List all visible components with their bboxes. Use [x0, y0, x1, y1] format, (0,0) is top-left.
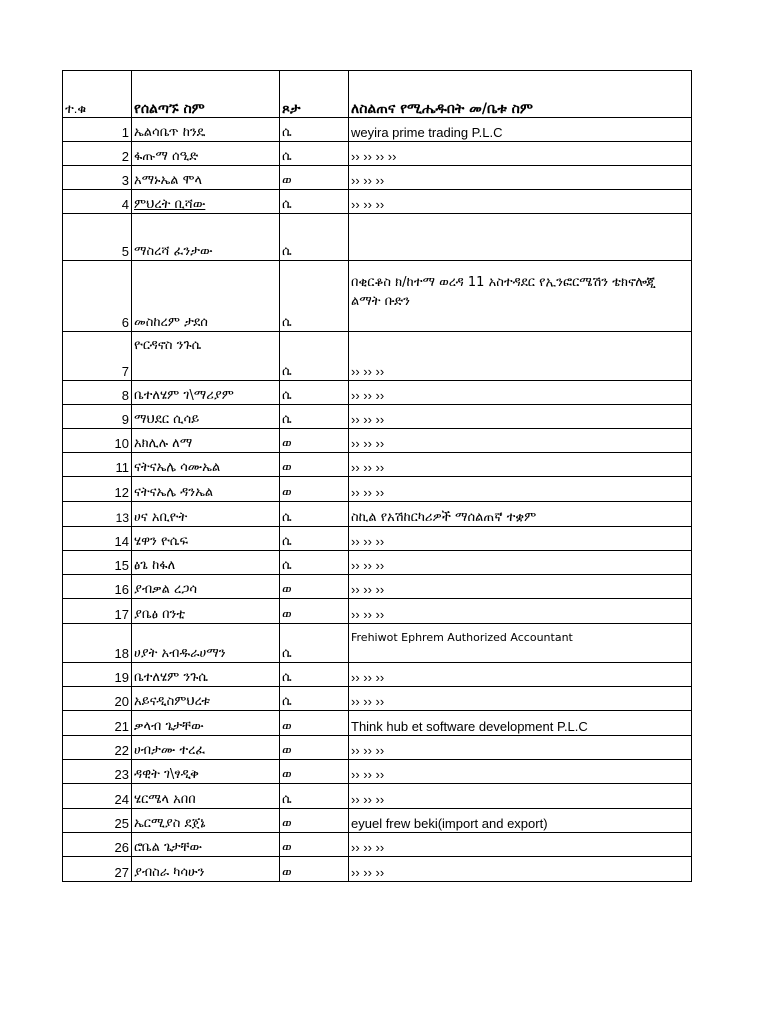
training-organization: ›› ›› ››: [349, 429, 692, 453]
header-name: የሰልጣኙ ስም: [132, 71, 280, 118]
trainee-sex: ወ: [280, 453, 349, 477]
table-row: [63, 261, 692, 332]
training-organization: ›› ›› ››: [349, 477, 692, 502]
table-row: [63, 332, 692, 381]
row-number: 2: [63, 142, 132, 166]
trainee-name: አክሊሉ ለማ: [132, 429, 280, 453]
table-row: [63, 405, 692, 429]
trainee-name: ቤተለሄም ንጉሴ: [132, 663, 280, 687]
trainee-name: [132, 190, 280, 214]
row-number: 20: [63, 687, 132, 711]
row-number: 9: [63, 405, 132, 429]
table-row: [63, 575, 692, 599]
training-organization: eyuel frew beki(import and export): [349, 809, 692, 833]
row-number: 22: [63, 736, 132, 760]
table-row: [63, 527, 692, 551]
row-number: 5: [63, 214, 132, 261]
trainee-sex: ሴ: [280, 502, 349, 527]
trainee-name: ሀና አቢዮት: [132, 502, 280, 527]
trainee-sex: ሴ: [280, 142, 349, 166]
row-number: 17: [63, 599, 132, 624]
table-row: [63, 142, 692, 166]
trainee-sex: ሴ: [280, 551, 349, 575]
trainee-name: ያብስራ ካሳሁን: [132, 857, 280, 882]
row-number: 6: [63, 261, 132, 332]
table-row: [63, 453, 692, 477]
trainee-table: [62, 70, 692, 882]
row-number: 10: [63, 429, 132, 453]
training-organization: ›› ›› ››: [349, 687, 692, 711]
training-organization: Think hub et software development P.L.C: [349, 711, 692, 736]
trainee-sex: ሴ: [280, 118, 349, 142]
row-number: 13: [63, 502, 132, 527]
table-row: [63, 687, 692, 711]
trainee-name: ማህደር ሲሳይ: [132, 405, 280, 429]
trainee-sex: ሴ: [280, 332, 349, 381]
trainee-sex: ሴ: [280, 190, 349, 214]
trainee-name: ፅጌ ከፋለ: [132, 551, 280, 575]
row-number: 23: [63, 760, 132, 784]
header-row: [63, 71, 692, 118]
training-organization: ›› ›› ››: [349, 760, 692, 784]
table-row: [63, 381, 692, 405]
row-number: 21: [63, 711, 132, 736]
training-organization: ›› ›› ››: [349, 527, 692, 551]
trainee-name: ቤተለሄም ገ\ማሪያም: [132, 381, 280, 405]
training-organization: [349, 214, 692, 261]
table-row: [63, 760, 692, 784]
header-no: ተ.ቁ: [63, 71, 132, 118]
trainee-sex: ሴ: [280, 214, 349, 261]
trainee-sex: ወ: [280, 166, 349, 190]
table-row: [63, 711, 692, 736]
table-row: [63, 833, 692, 857]
training-organization: ›› ›› ››: [349, 551, 692, 575]
trainee-sex: ወ: [280, 711, 349, 736]
row-number: 18: [63, 624, 132, 663]
trainee-sex: ወ: [280, 429, 349, 453]
trainee-name: ናትናኤሌ ዳንኤል: [132, 477, 280, 502]
header-sex: ጾታ: [280, 71, 349, 118]
table-row: [63, 477, 692, 502]
trainee-name: ያብቃል ረጋሳ: [132, 575, 280, 599]
training-organization: ስኪል የአሽከርካሪዎች ማሰልጠኛ ተቋም: [349, 502, 692, 527]
training-organization: ›› ›› ››: [349, 381, 692, 405]
trainee-name: ማስረሻ ፈንታው: [132, 214, 280, 261]
trainee-name: ናትናኤሌ ሳሙኤል: [132, 453, 280, 477]
training-organization: በቂርቆስ ክ/ከተማ ወረዳ 11 አስተዳደር የኢንፎርሜሽን ቴክኖሎጂ ልማት ቡድን: [349, 261, 692, 332]
training-organization: ›› ›› ››: [349, 405, 692, 429]
table-row: [63, 214, 692, 261]
training-organization: ›› ›› ››: [349, 784, 692, 809]
row-number: 16: [63, 575, 132, 599]
trainee-name: አይናዲስምህረቱ: [132, 687, 280, 711]
trainee-name: ሀያት አብዱራሀማን: [132, 624, 280, 663]
table-row: [63, 663, 692, 687]
training-organization: ›› ›› ››: [349, 575, 692, 599]
training-organization: ›› ›› ›› ››: [349, 142, 692, 166]
row-number: 7: [63, 332, 132, 381]
training-organization: ›› ›› ››: [349, 857, 692, 882]
training-organization: ›› ›› ››: [349, 453, 692, 477]
table-row: [63, 857, 692, 882]
row-number: 11: [63, 453, 132, 477]
trainee-name: ዮርዳኖስ ንጉሴ: [132, 332, 280, 381]
trainee-name: ኤርሚያስ ደጀኔ: [132, 809, 280, 833]
trainee-sex: ሴ: [280, 663, 349, 687]
trainee-name: ቃላብ ጌታቸው: [132, 711, 280, 736]
header-org: ለስልጠና የሚሔዱበት መ/ቤቱ ስም: [349, 71, 692, 118]
table-row: [63, 624, 692, 663]
training-organization: ›› ›› ››: [349, 166, 692, 190]
trainee-sex: ሴ: [280, 527, 349, 551]
table-row: [63, 166, 692, 190]
trainee-sex: ሴ: [280, 624, 349, 663]
row-number: 8: [63, 381, 132, 405]
row-number: 26: [63, 833, 132, 857]
training-organization: ›› ›› ››: [349, 736, 692, 760]
row-number: 27: [63, 857, 132, 882]
training-organization: ›› ›› ››: [349, 599, 692, 624]
trainee-sex: ሴ: [280, 687, 349, 711]
trainee-sex: ወ: [280, 833, 349, 857]
row-number: 4: [63, 190, 132, 214]
table-row: [63, 190, 692, 214]
trainee-sex: ሴ: [280, 405, 349, 429]
row-number: 3: [63, 166, 132, 190]
trainee-name: ፋጡማ ሰዒድ: [132, 142, 280, 166]
trainee-sex: ወ: [280, 857, 349, 882]
training-organization: ›› ›› ››: [349, 332, 692, 381]
training-organization: ›› ›› ››: [349, 190, 692, 214]
trainee-sex: ሴ: [280, 261, 349, 332]
table-row: [63, 736, 692, 760]
trainee-sex: ወ: [280, 736, 349, 760]
trainee-name: አማኑኤል ሞላ: [132, 166, 280, 190]
table-row: [63, 502, 692, 527]
trainee-name: ሄርሜላ አበበ: [132, 784, 280, 809]
trainee-name: ያቤፅ በንቲ: [132, 599, 280, 624]
table-row: [63, 551, 692, 575]
trainee-sex: ወ: [280, 809, 349, 833]
trainee-name: ሀብታሙ ተረፈ: [132, 736, 280, 760]
table-row: [63, 429, 692, 453]
row-number: 12: [63, 477, 132, 502]
training-organization: Frehiwot Ephrem Authorized Accountant: [349, 624, 692, 663]
row-number: 14: [63, 527, 132, 551]
training-organization: ›› ›› ››: [349, 663, 692, 687]
row-number: 25: [63, 809, 132, 833]
trainee-sex: ወ: [280, 760, 349, 784]
table-row: [63, 118, 692, 142]
trainee-name: ኤልሳቤጥ ከንዴ: [132, 118, 280, 142]
trainee-sex: ወ: [280, 599, 349, 624]
trainee-sex: ሴ: [280, 381, 349, 405]
trainee-sex: ሴ: [280, 784, 349, 809]
row-number: 19: [63, 663, 132, 687]
training-organization: weyira prime trading P.L.C: [349, 118, 692, 142]
row-number: 15: [63, 551, 132, 575]
trainee-name: ሮቤል ጌታቸው: [132, 833, 280, 857]
trainee-name: ሄዋን ዮሴፍ: [132, 527, 280, 551]
row-number: 24: [63, 784, 132, 809]
table-row: [63, 599, 692, 624]
table-row: [63, 809, 692, 833]
training-organization: ›› ›› ››: [349, 833, 692, 857]
trainee-sex: ወ: [280, 477, 349, 502]
trainee-name-text: ምህረት ቢሻው: [134, 197, 206, 212]
trainee-name: መስከረም ታደሰ: [132, 261, 280, 332]
trainee-sex: ወ: [280, 575, 349, 599]
row-number: 1: [63, 118, 132, 142]
table-row: [63, 784, 692, 809]
trainee-name: ዳዊት ገ\ፃዲቅ: [132, 760, 280, 784]
